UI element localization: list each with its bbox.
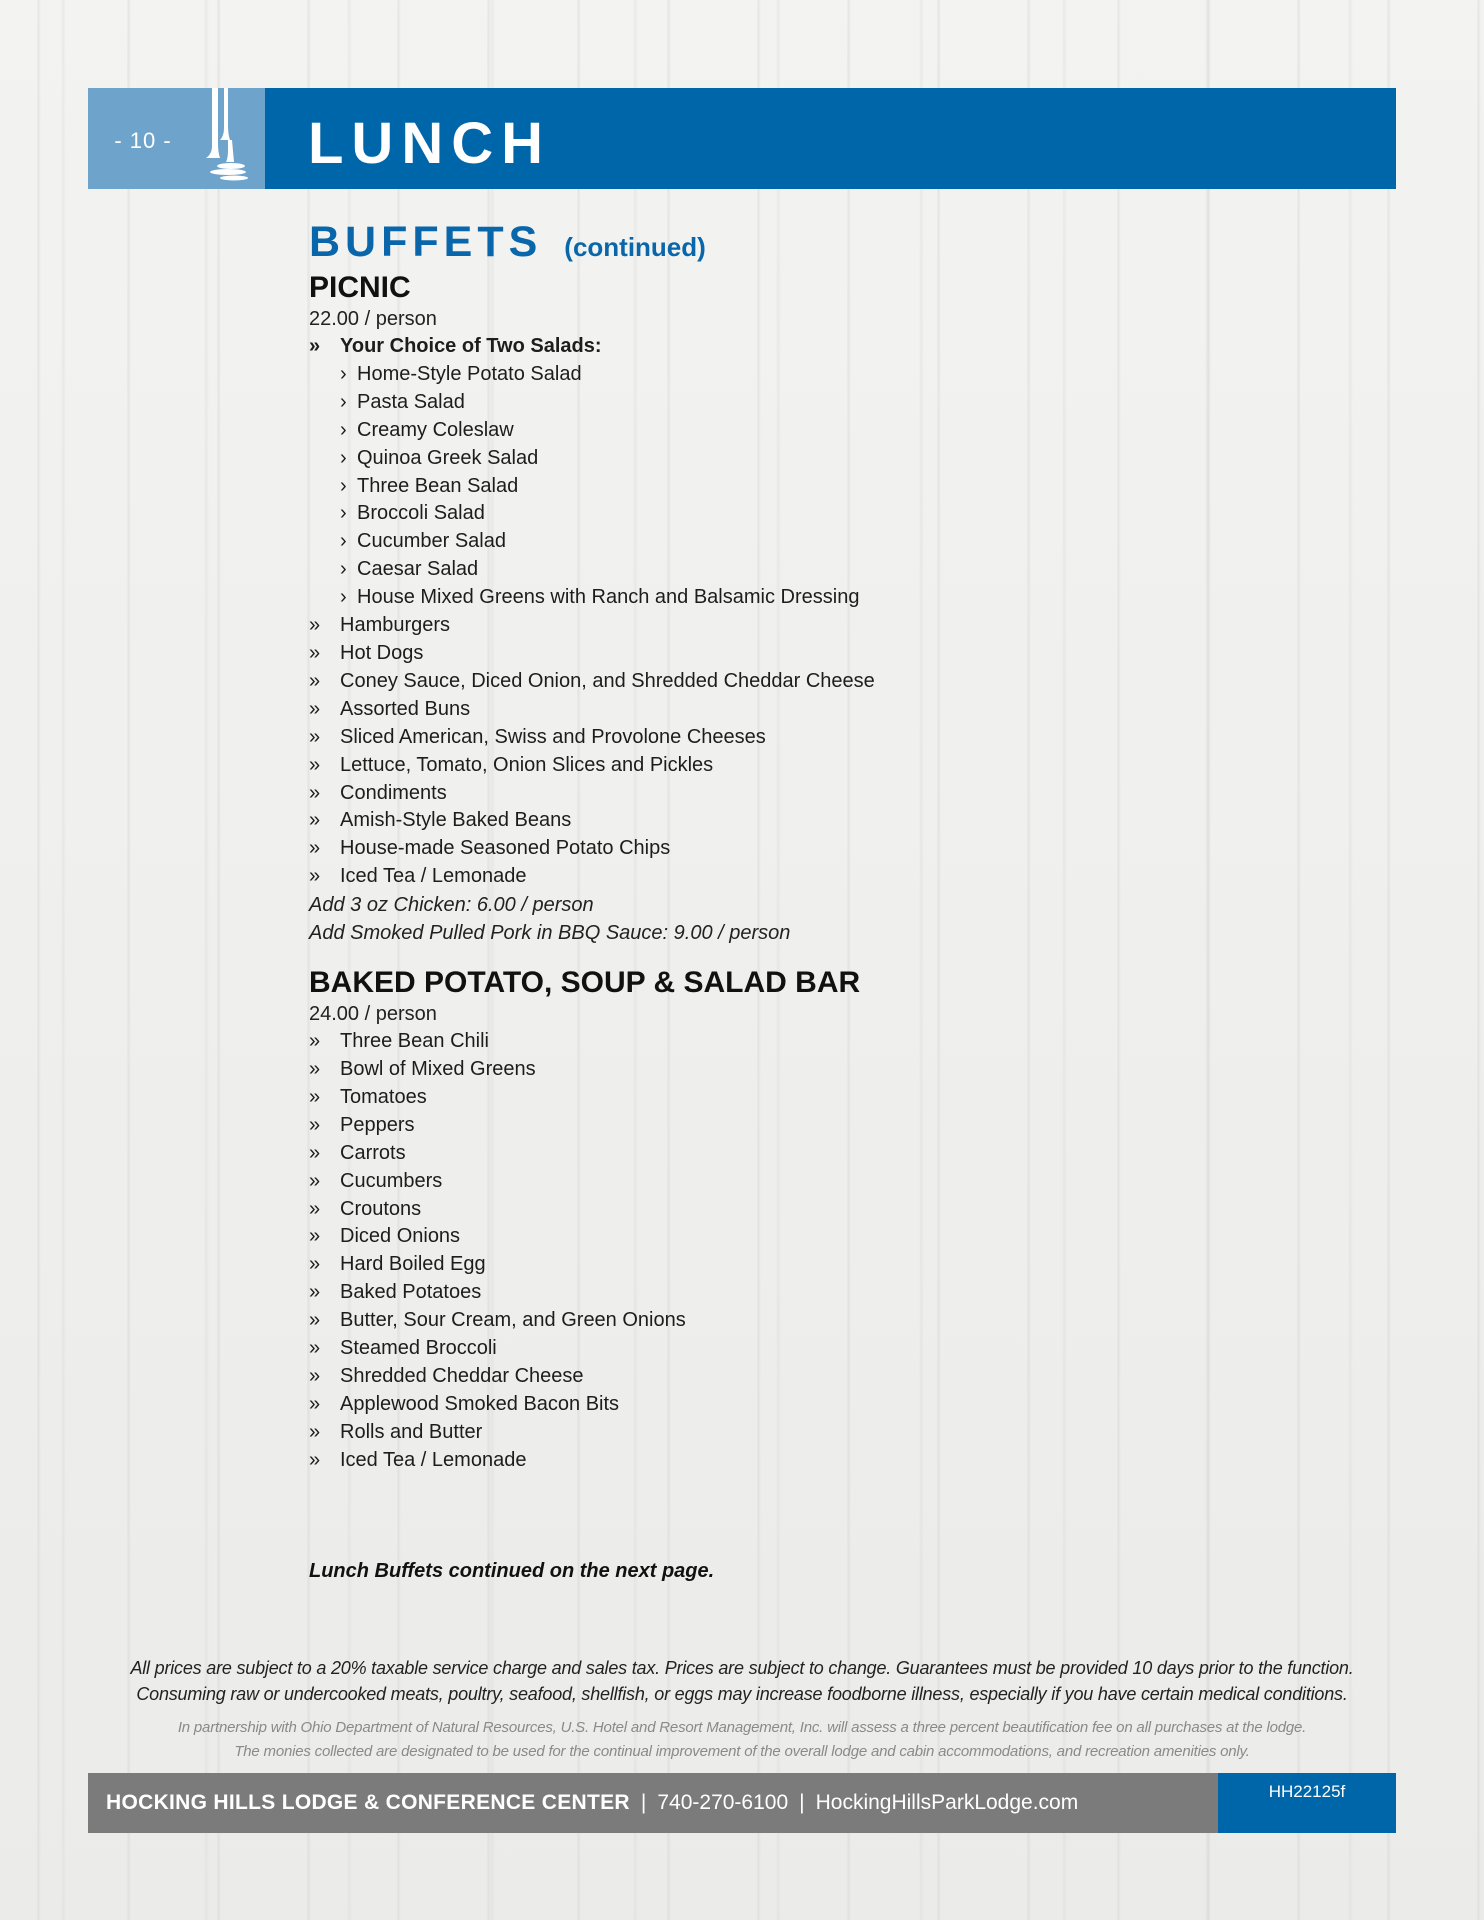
sub-bullet-icon: › bbox=[340, 418, 347, 441]
footer-contact-bar bbox=[88, 1773, 1218, 1833]
footer-phone[interactable]: 740-270-6100 bbox=[657, 1791, 789, 1814]
list-item bbox=[309, 835, 1309, 863]
bullet-icon: » bbox=[309, 1030, 321, 1053]
bullet-icon: » bbox=[309, 725, 321, 748]
bullet-icon: » bbox=[309, 1169, 321, 1192]
item-name: Sliced American, Swiss and Provolone Cheeses bbox=[340, 725, 766, 748]
list-item bbox=[309, 1363, 1309, 1391]
menu-price: 22.00 / person bbox=[309, 308, 437, 330]
list-item bbox=[309, 1084, 1309, 1112]
bullet-icon: » bbox=[309, 865, 321, 888]
page-number-tab bbox=[88, 88, 265, 189]
item-name: Diced Onions bbox=[340, 1225, 461, 1248]
disclaimer-line: All prices are subject to a 20% taxable service charge and sales tax. Prices are subject to change. Guarantees must be provided 10 days prior to the function. bbox=[130, 1658, 1354, 1678]
item-name: Rolls and Butter bbox=[340, 1420, 483, 1443]
list-item bbox=[309, 780, 1309, 808]
list-item bbox=[309, 1223, 1309, 1251]
item-name: Iced Tea / Lemonade bbox=[340, 1448, 527, 1471]
list-item bbox=[309, 752, 1309, 780]
bullet-icon: » bbox=[309, 641, 321, 664]
item-name: Assorted Buns bbox=[340, 697, 471, 720]
picnic-items-list bbox=[309, 333, 1309, 891]
item-name: Shredded Cheddar Cheese bbox=[340, 1365, 584, 1387]
addon-option: Add 3 oz Chicken: 6.00 / person bbox=[309, 894, 594, 917]
salad-name: House Mixed Greens with Ranch and Balsamic Dressing bbox=[357, 586, 860, 609]
item-name: Amish-Style Baked Beans bbox=[340, 809, 572, 832]
salad-name: Quinoa Greek Salad bbox=[357, 446, 539, 469]
sub-bullet-icon: › bbox=[340, 530, 347, 553]
footer-separator: | bbox=[640, 1791, 647, 1814]
item-name: Applewood Smoked Bacon Bits bbox=[340, 1392, 620, 1415]
partnership-line: The monies collected are designated to be used for the continual improvement of the overall lodge and cabin accommodations, and recreation amenities only. bbox=[234, 1743, 1250, 1760]
choice-heading: Your Choice of Two Salads: bbox=[340, 335, 602, 357]
item-name: Hamburgers bbox=[340, 614, 451, 637]
bullet-icon: » bbox=[309, 1225, 321, 1248]
item-name: Steamed Broccoli bbox=[340, 1337, 497, 1360]
page-title: LUNCH bbox=[308, 111, 551, 176]
item-name: Condiments bbox=[340, 781, 447, 804]
list-item bbox=[340, 389, 1309, 417]
bullet-icon: » bbox=[309, 1309, 321, 1332]
document-code-box bbox=[1218, 1773, 1396, 1833]
page-header bbox=[88, 88, 1396, 189]
bullet-icon: » bbox=[309, 1365, 321, 1387]
item-name: Hard Boiled Egg bbox=[340, 1253, 486, 1276]
bullet-icon: » bbox=[309, 1392, 321, 1415]
list-item bbox=[340, 584, 1309, 612]
list-item bbox=[340, 417, 1309, 445]
addon-option: Add Smoked Pulled Pork in BBQ Sauce: 9.00 / person bbox=[309, 922, 791, 945]
bullet-icon: » bbox=[309, 1113, 321, 1136]
item-name: Carrots bbox=[340, 1141, 406, 1164]
list-item bbox=[309, 807, 1309, 835]
salad-name: Cucumber Salad bbox=[357, 530, 506, 553]
lodge-name: HOCKING HILLS LODGE & CONFERENCE CENTER bbox=[106, 1791, 630, 1814]
sub-bullet-icon: › bbox=[340, 362, 347, 385]
salad-name: Home-Style Potato Salad bbox=[357, 362, 582, 385]
list-item bbox=[309, 612, 1309, 640]
menu-content bbox=[309, 218, 1309, 1475]
page-footer bbox=[88, 1773, 1396, 1833]
salad-name: Three Bean Salad bbox=[357, 474, 519, 497]
list-item bbox=[309, 1391, 1309, 1419]
picnic-menu bbox=[309, 270, 1309, 947]
item-name: House-made Seasoned Potato Chips bbox=[340, 837, 671, 860]
page-number: - 10 - bbox=[114, 128, 172, 153]
item-name: Croutons bbox=[340, 1197, 422, 1220]
list-item bbox=[309, 1028, 1309, 1056]
bullet-icon: » bbox=[309, 669, 321, 692]
list-item bbox=[309, 1447, 1309, 1475]
sub-bullet-icon: › bbox=[340, 474, 347, 497]
salad-name: Broccoli Salad bbox=[357, 502, 485, 525]
list-item bbox=[309, 1112, 1309, 1140]
bullet-icon: » bbox=[309, 1085, 321, 1108]
disclaimer-line: Consuming raw or undercooked meats, poultry, seafood, shellfish, or eggs may increase foodborne illness, especially if you have certain medical conditions. bbox=[136, 1684, 1348, 1704]
partnership-line: In partnership with Ohio Department of Natural Resources, U.S. Hotel and Resort Management, Inc. will assess a three percent beautification fee on all purchases at the lodge. bbox=[177, 1719, 1307, 1736]
item-name: Three Bean Chili bbox=[340, 1030, 489, 1053]
document-code: HH22125f bbox=[1268, 1782, 1346, 1801]
list-item bbox=[309, 696, 1309, 724]
item-name: Hot Dogs bbox=[340, 641, 424, 664]
list-item bbox=[309, 724, 1309, 752]
list-item bbox=[340, 473, 1309, 501]
list-item bbox=[309, 1419, 1309, 1447]
item-name: Tomatoes bbox=[340, 1085, 427, 1108]
bullet-icon: » bbox=[309, 1281, 321, 1304]
list-item bbox=[340, 361, 1309, 389]
bullet-icon: » bbox=[309, 781, 321, 804]
menu-title: BAKED POTATO, SOUP & SALAD BAR bbox=[309, 966, 861, 1000]
salad-options bbox=[309, 361, 1309, 612]
list-item bbox=[309, 1251, 1309, 1279]
item-name: Lettuce, Tomato, Onion Slices and Pickles bbox=[340, 753, 714, 776]
salad-name: Pasta Salad bbox=[357, 390, 465, 413]
waterfall-logo-icon bbox=[198, 88, 265, 189]
sub-bullet-icon: › bbox=[340, 446, 347, 469]
baked-potato-items-list bbox=[309, 1028, 1309, 1475]
section-heading: BUFFETS bbox=[309, 218, 543, 266]
sub-bullet-icon: › bbox=[340, 586, 347, 609]
footer-separator: | bbox=[799, 1791, 805, 1814]
list-item bbox=[340, 445, 1309, 473]
list-item bbox=[309, 333, 1309, 361]
item-name: Baked Potatoes bbox=[340, 1281, 482, 1304]
menu-title: PICNIC bbox=[309, 271, 411, 304]
list-item bbox=[340, 556, 1309, 584]
bullet-icon: » bbox=[309, 753, 321, 776]
item-name: Coney Sauce, Diced Onion, and Shredded Cheddar Cheese bbox=[340, 669, 875, 692]
bullet-icon: » bbox=[309, 697, 321, 720]
title-bar bbox=[265, 88, 1396, 189]
sub-bullet-icon: › bbox=[340, 558, 347, 581]
item-name: Peppers bbox=[340, 1113, 415, 1136]
salad-name: Caesar Salad bbox=[357, 558, 479, 581]
list-item bbox=[309, 1168, 1309, 1196]
continued-note: Lunch Buffets continued on the next page. bbox=[309, 1560, 715, 1582]
item-name: Butter, Sour Cream, and Green Onions bbox=[340, 1309, 686, 1332]
bullet-icon: » bbox=[309, 809, 321, 832]
item-name: Iced Tea / Lemonade bbox=[340, 865, 527, 888]
bullet-icon: » bbox=[309, 335, 321, 357]
bullet-icon: » bbox=[309, 1058, 321, 1081]
list-item bbox=[309, 1335, 1309, 1363]
partnership-note bbox=[88, 1716, 1396, 1764]
sub-bullet-icon: › bbox=[340, 502, 347, 525]
list-item bbox=[309, 640, 1309, 668]
bullet-icon: » bbox=[309, 1448, 321, 1471]
salad-list bbox=[340, 361, 1309, 612]
section-subheading: (continued) bbox=[564, 232, 706, 262]
list-item bbox=[309, 1196, 1309, 1224]
list-item bbox=[309, 668, 1309, 696]
list-item bbox=[309, 1056, 1309, 1084]
list-item bbox=[340, 528, 1309, 556]
list-item bbox=[309, 1279, 1309, 1307]
footer-website-link[interactable]: HockingHillsParkLodge.com bbox=[815, 1791, 1079, 1814]
item-name: Bowl of Mixed Greens bbox=[340, 1058, 536, 1081]
bullet-icon: » bbox=[309, 1253, 321, 1276]
list-item bbox=[340, 500, 1309, 528]
list-item bbox=[309, 1307, 1309, 1335]
bullet-icon: » bbox=[309, 1420, 321, 1443]
bullet-icon: » bbox=[309, 1141, 321, 1164]
menu-price: 24.00 / person bbox=[309, 1003, 437, 1026]
bullet-icon: » bbox=[309, 614, 321, 637]
bullet-icon: » bbox=[309, 1197, 321, 1220]
baked-potato-menu bbox=[309, 965, 1309, 1475]
item-name: Cucumbers bbox=[340, 1169, 443, 1192]
list-item bbox=[309, 1140, 1309, 1168]
sub-bullet-icon: › bbox=[340, 390, 347, 413]
bullet-icon: » bbox=[309, 1337, 321, 1360]
bullet-icon: » bbox=[309, 837, 321, 860]
list-item bbox=[309, 863, 1309, 891]
pricing-disclaimer bbox=[88, 1655, 1396, 1707]
section-title bbox=[309, 218, 1309, 270]
salad-name: Creamy Coleslaw bbox=[357, 418, 514, 441]
